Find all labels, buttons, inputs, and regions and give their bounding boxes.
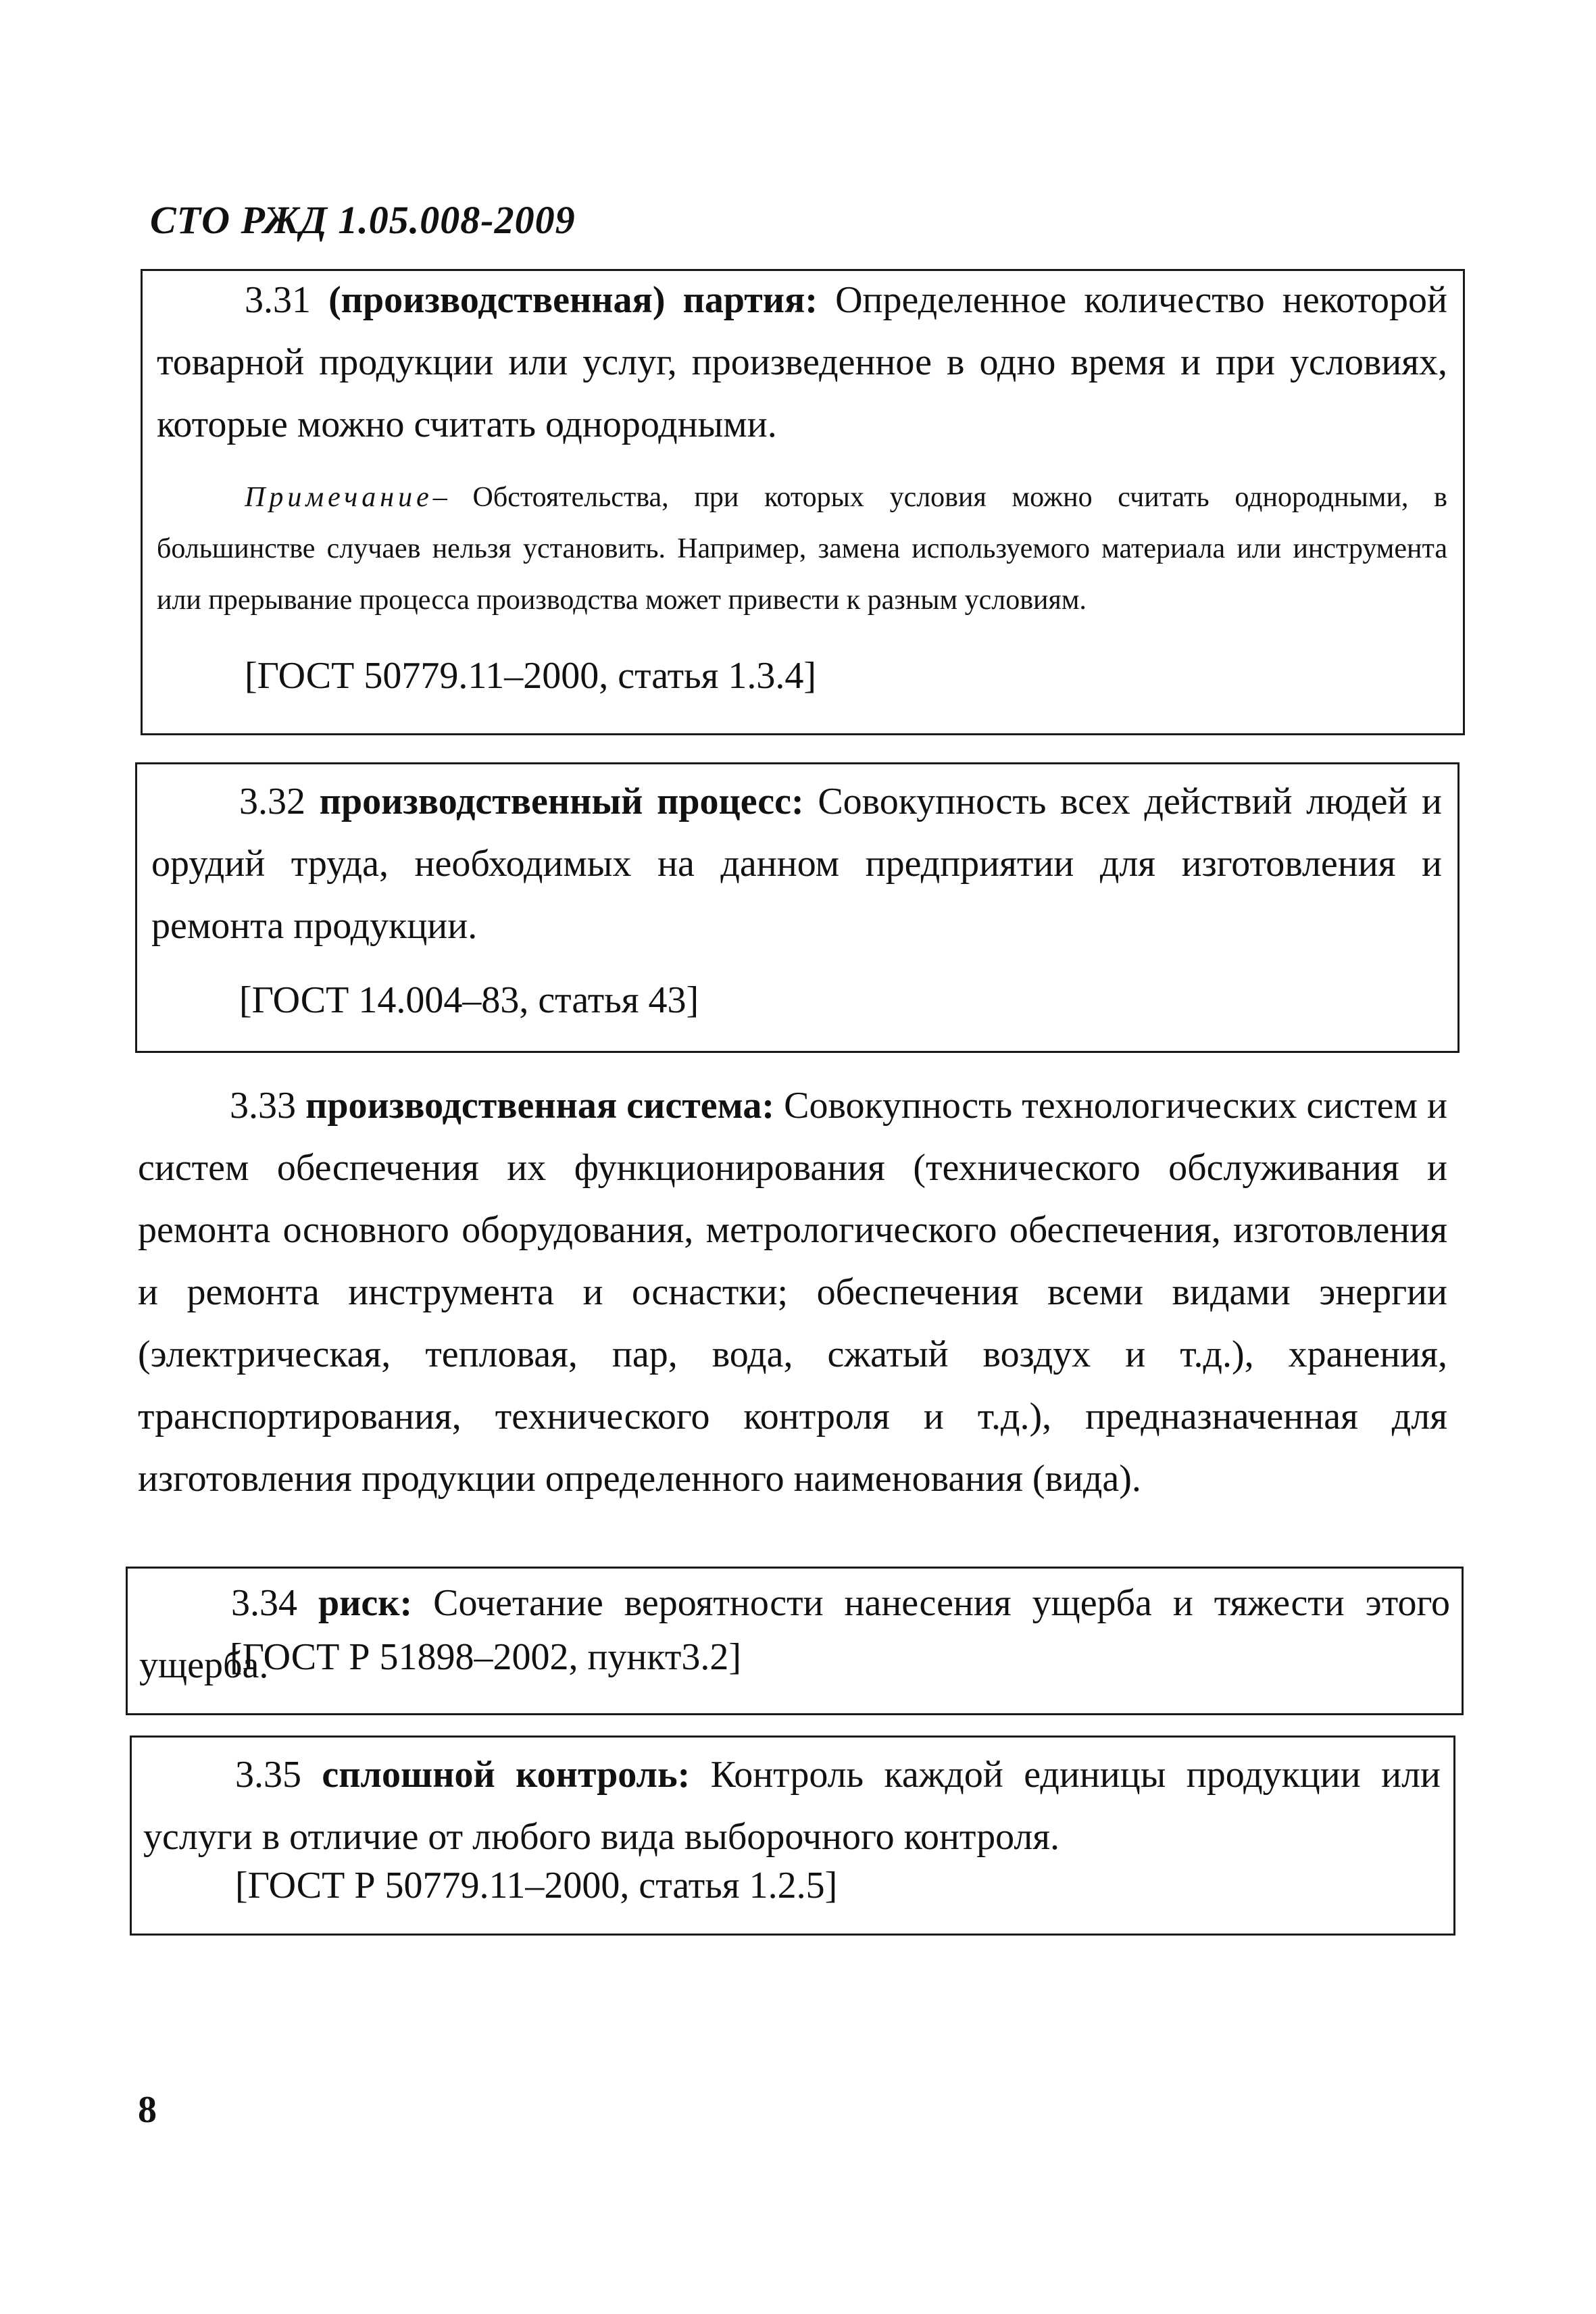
entry-definition-text: Определенное количество некоторой товарной продукции или услуг, произведенное в одно время и при условиях, которые можно считать однородными.: [157, 279, 1447, 445]
entry-number: 3.33: [230, 1085, 296, 1127]
entry-3-34-reference: [ГОСТ Р 51898–2002, пункт3.2]: [230, 1636, 741, 1678]
entry-definition-text: Совокупность технологических систем и систем обеспечения их функционирования (технического обслуживания и ремонта основного оборудования, метрологического обеспечения, изготовления и ремонта инструмента и оснастки; обеспечения всеми видами энергии (электрическая, тепловая, пар, вода, сжатый воздух и т.д.), хранения, транспортирования, технического контроля и т.д.), предназначенная для изготовления продукции определенного наименования (вида).: [138, 1085, 1448, 1500]
entry-number: 3.31: [245, 279, 311, 321]
document-header: СТО РЖД 1.05.008-2009: [150, 198, 576, 242]
entry-definition-text: Контроль каждой единицы продукции или услуги в отличие от любого вида выборочного контроля.: [143, 1754, 1441, 1858]
entry-term: (производственная) партия:: [328, 279, 818, 321]
entry-3-32-reference: [ГОСТ 14.004–83, статья 43]: [239, 979, 699, 1021]
entry-3-31-definition: [157, 269, 1447, 456]
note-text: – Обстоятельства, при которых условия можно считать однородными, в большинстве случаев нельзя установить. Например, замена используемого материала или инструмента или прерывание процесса производства может привести к разным условиям.: [157, 482, 1447, 616]
entry-number: 3.34: [231, 1582, 297, 1624]
entry-number: 3.35: [235, 1754, 301, 1796]
page-number: 8: [138, 2089, 157, 2131]
entry-term: производственный процесс:: [319, 781, 804, 822]
entry-definition-text: Совокупность всех действий людей и орудий труда, необходимых на данном предприятии для изготовления и ремонта продукции.: [151, 781, 1443, 947]
entry-term: производственная система:: [305, 1085, 775, 1127]
entry-term: риск:: [318, 1582, 413, 1624]
note-label: Примечание: [245, 482, 433, 513]
entry-3-32-definition: [151, 770, 1442, 957]
entry-3-35-definition: [143, 1744, 1441, 1868]
entry-3-35-reference: [ГОСТ Р 50779.11–2000, статья 1.2.5]: [235, 1865, 838, 1906]
entry-term: сплошной контроль:: [322, 1754, 691, 1796]
entry-3-31-reference: [ГОСТ 50779.11–2000, статья 1.3.4]: [245, 655, 817, 697]
entry-definition-text: Сочетание вероятности нанесения ущерба и тяжести этого ущерба.: [139, 1582, 1451, 1686]
entry-3-33-definition: [138, 1075, 1447, 1510]
entry-3-31-note: [157, 472, 1447, 626]
entry-number: 3.32: [239, 781, 305, 822]
